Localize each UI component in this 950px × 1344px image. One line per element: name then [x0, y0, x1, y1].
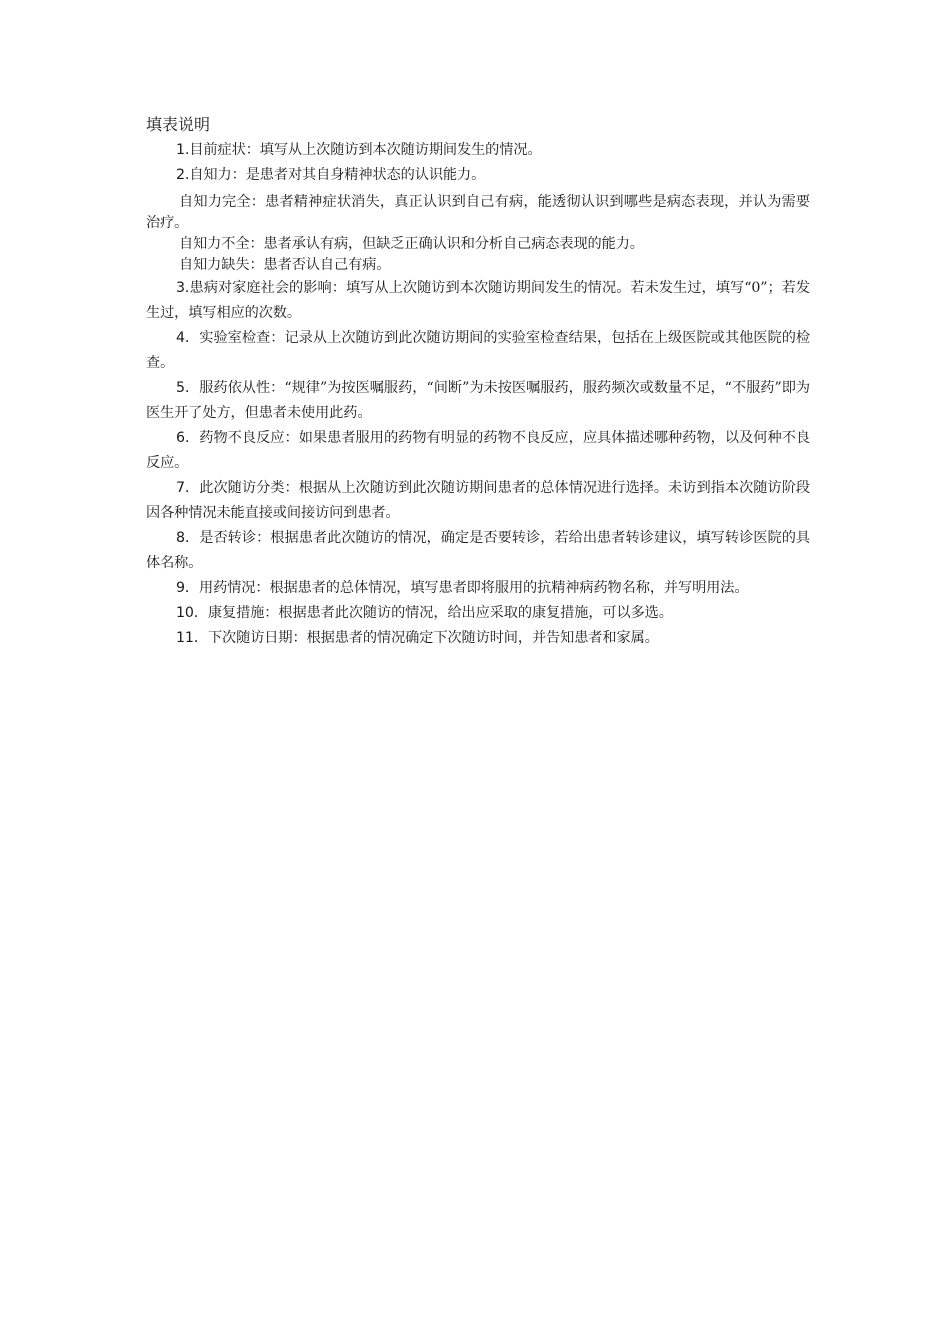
item-4	[146, 326, 810, 376]
item-number: 8．	[176, 530, 200, 546]
item-number: 5．	[176, 380, 200, 396]
item-2-insight-complete	[146, 192, 810, 234]
item-text: 目前症状：填写从上次随访到本次随访期间发生的情况。	[189, 142, 542, 158]
item-text: 患病对家庭社会的影响：填写从上次随访到本次随访期间发生的情况。若未发生过，填写“0”；若发生过，填写相应的次数。	[146, 280, 810, 321]
item-2-insight-partial	[146, 234, 810, 255]
item-2-insight-absent	[146, 255, 810, 276]
item-text: 自知力不全：患者承认有病，但缺乏正确认识和分析自己病态表现的能力。	[179, 236, 644, 252]
item-10	[146, 601, 810, 626]
item-text: 下次随访日期：根据患者的情况确定下次随访时间，并告知患者和家属。	[207, 630, 659, 646]
item-text: 用药情况：根据患者的总体情况，填写患者即将服用的抗精神病药物名称，并写明用法。	[199, 580, 749, 596]
item-number: 9．	[176, 580, 200, 596]
item-7	[146, 476, 810, 526]
item-2	[146, 163, 810, 188]
item-number: 10．	[176, 605, 208, 621]
item-5	[146, 376, 810, 426]
item-3	[146, 276, 810, 326]
item-11	[146, 626, 810, 651]
item-text: 实验室检查：记录从上次随访到此次随访期间的实验室检查结果，包括在上级医院或其他医院的检查。	[146, 330, 810, 371]
item-text: 服药依从性：“规律”为按医嘱服药，“间断”为未按医嘱服药，服药频次或数量不足，“不服药”即为医生开了处方，但患者未使用此药。	[146, 380, 810, 421]
item-text: 药物不良反应：如果患者服用的药物有明显的药物不良反应，应具体描述哪种药物，以及何种不良反应。	[146, 430, 810, 471]
item-number: 11．	[176, 630, 208, 646]
item-text: 自知力缺失：患者否认自己有病。	[179, 257, 391, 273]
item-text: 自知力：是患者对其自身精神状态的认识能力。	[189, 167, 486, 183]
item-number: 1.	[176, 142, 190, 158]
item-number: 7．	[176, 480, 200, 496]
item-8	[146, 526, 810, 576]
item-text: 是否转诊：根据患者此次随访的情况，确定是否要转诊，若给出患者转诊建议，填写转诊医院的具体名称。	[146, 530, 810, 571]
item-text: 康复措施：根据患者此次随访的情况，给出应采取的康复措施，可以多选。	[207, 605, 673, 621]
document-title: 填表说明	[146, 115, 211, 134]
item-1	[146, 138, 810, 163]
item-number: 4．	[176, 330, 200, 346]
item-6	[146, 426, 810, 476]
item-text: 此次随访分类：根据从上次随访到此次随访期间患者的总体情况进行选择。未访到指本次随访阶段因各种情况未能直接或间接访问到患者。	[146, 480, 810, 521]
item-number: 6．	[176, 430, 200, 446]
item-text: 自知力完全：患者精神症状消失，真正认识到自己有病，能透彻认识到哪些是病态表现，并认为需要治疗。	[146, 194, 810, 231]
document-page	[146, 114, 810, 651]
item-number: 2.	[176, 167, 190, 183]
item-9	[146, 576, 810, 601]
item-number: 3.	[176, 280, 190, 296]
